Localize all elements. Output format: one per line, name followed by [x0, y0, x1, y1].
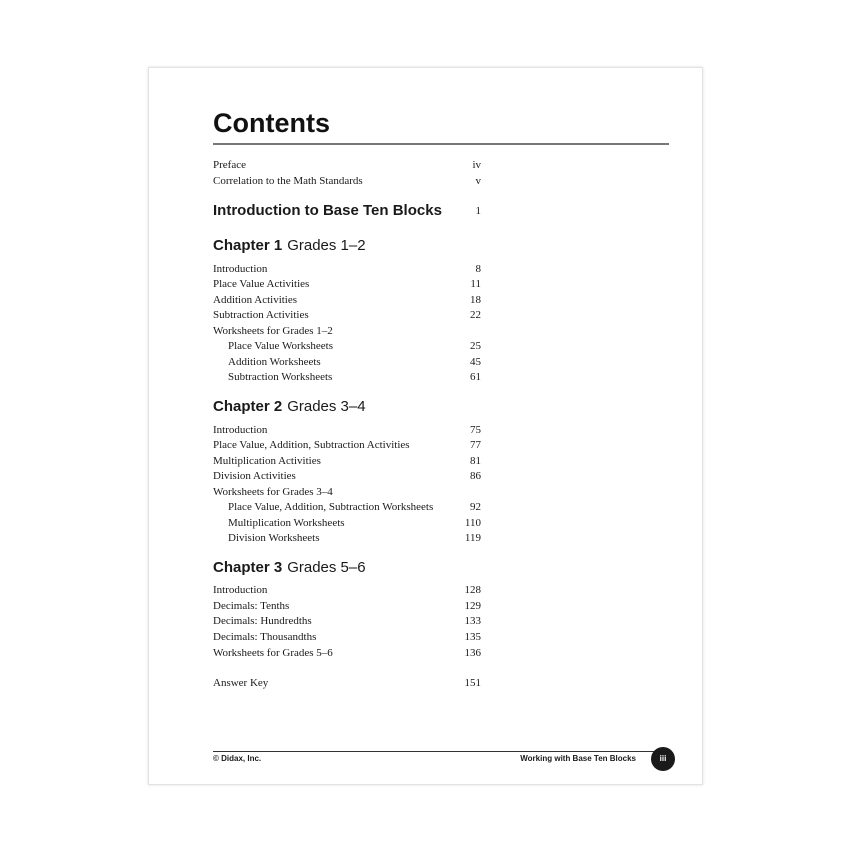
chapter-grades: Grades 3–4	[287, 398, 366, 415]
toc-entry[interactable]	[213, 599, 481, 614]
toc-entry-preface[interactable]	[213, 158, 481, 173]
toc-entry-label: Introduction	[213, 424, 268, 436]
toc-entry-label: Place Value Activities	[213, 278, 310, 290]
toc-subentry[interactable]	[213, 355, 481, 370]
toc-entry-page: 129	[464, 600, 481, 612]
footer-book-title: Working with Base Ten Blocks	[520, 754, 636, 763]
toc-entry[interactable]	[213, 469, 481, 484]
toc-entry-page: 1	[475, 205, 481, 217]
toc-entry-page: 77	[470, 439, 481, 451]
toc-entry-label: Place Value, Addition, Subtraction Worksheets	[228, 501, 434, 513]
toc-entry-label: Division Activities	[213, 470, 296, 482]
toc-entry-page: 8	[475, 263, 481, 275]
chapter-grades: Grades 1–2	[287, 237, 366, 254]
toc-entry-label: Introduction to Base Ten Blocks	[213, 202, 442, 219]
toc-entry-page: 25	[470, 340, 481, 352]
toc-entry-page: 11	[470, 278, 481, 290]
toc-entry-label: Division Worksheets	[228, 532, 320, 544]
chapter-1-heading	[213, 235, 366, 257]
toc-entry-page: 81	[470, 455, 481, 467]
toc-entry-label: Addition Activities	[213, 294, 298, 306]
toc-subentry[interactable]	[213, 531, 481, 546]
toc-entry-label: Correlation to the Math Standards	[213, 175, 363, 187]
chapter-number: Chapter 2	[213, 398, 283, 415]
chapter-grades: Grades 5–6	[287, 559, 366, 576]
toc-entry[interactable]	[213, 454, 481, 469]
toc-entry-page: 45	[470, 356, 481, 368]
toc-entry-page: 133	[464, 615, 481, 627]
toc-entry-label: Addition Worksheets	[228, 356, 321, 368]
toc-entry-page: 135	[464, 631, 481, 643]
toc-entry[interactable]	[213, 277, 481, 292]
toc-subentry[interactable]	[213, 339, 481, 354]
toc-entry-label: Decimals: Tenths	[213, 600, 290, 612]
toc-entry-label: Decimals: Hundredths	[213, 615, 312, 627]
toc-entry-page: iv	[472, 159, 481, 171]
toc-entry-introduction[interactable]	[213, 201, 481, 221]
chapter-2-heading	[213, 396, 366, 418]
toc-entry-label: Worksheets for Grades 5–6	[213, 647, 333, 659]
toc-entry-label: Place Value, Addition, Subtraction Activities	[213, 439, 410, 451]
toc-entry[interactable]	[213, 423, 481, 438]
chapter-number: Chapter 3	[213, 559, 283, 576]
toc-entry-label: Worksheets for Grades 1–2	[213, 325, 333, 337]
toc-entry-page: 151	[464, 677, 481, 689]
toc-entry-label: Decimals: Thousandths	[213, 631, 317, 643]
toc-entry-label: Subtraction Worksheets	[228, 371, 333, 383]
chapter-3-heading	[213, 557, 366, 579]
toc-entry[interactable]	[213, 262, 481, 277]
footer-divider	[213, 751, 669, 752]
toc-entry-answer-key[interactable]	[213, 676, 481, 691]
toc-entry-page: 128	[464, 584, 481, 596]
page-number-badge: iii	[651, 747, 675, 771]
toc-entry-label: Preface	[213, 159, 246, 171]
toc-entry[interactable]	[213, 324, 481, 339]
toc-entry-label: Worksheets for Grades 3–4	[213, 486, 333, 498]
toc-subentry[interactable]	[213, 500, 481, 515]
toc-entry-label: Place Value Worksheets	[228, 340, 334, 352]
toc-entry[interactable]	[213, 646, 481, 661]
toc-entry-page: 119	[464, 532, 481, 544]
toc-entry-page: 75	[470, 424, 481, 436]
toc-subentry[interactable]	[213, 370, 481, 385]
toc-entry-label: Multiplication Worksheets	[228, 517, 345, 529]
toc-entry[interactable]	[213, 583, 481, 598]
toc-entry-page: 110	[464, 517, 481, 529]
toc-subentry[interactable]	[213, 516, 481, 531]
toc-entry[interactable]	[213, 293, 481, 308]
page-title: Contents	[213, 108, 330, 138]
footer-copyright: © Didax, Inc.	[213, 754, 262, 763]
toc-entry-page: v	[475, 175, 481, 187]
toc-entry-label: Answer Key	[213, 677, 269, 689]
toc-entry-page: 136	[464, 647, 481, 659]
toc-entry[interactable]	[213, 614, 481, 629]
toc-entry-label: Multiplication Activities	[213, 455, 321, 467]
toc-entry-label: Introduction	[213, 263, 268, 275]
toc-entry-page: 86	[470, 470, 481, 482]
chapter-number: Chapter 1	[213, 237, 283, 254]
title-divider	[213, 143, 669, 145]
toc-entry[interactable]	[213, 630, 481, 645]
toc-entry[interactable]	[213, 308, 481, 323]
toc-entry-page: 22	[470, 309, 481, 321]
toc-entry-label: Subtraction Activities	[213, 309, 309, 321]
toc-entry-page: 61	[470, 371, 481, 383]
toc-entry[interactable]	[213, 438, 481, 453]
toc-entry-correlation[interactable]	[213, 174, 481, 189]
toc-entry-page: 18	[470, 294, 481, 306]
toc-entry-page: 92	[470, 501, 481, 513]
toc-entry[interactable]	[213, 485, 481, 500]
toc-entry-label: Introduction	[213, 584, 268, 596]
